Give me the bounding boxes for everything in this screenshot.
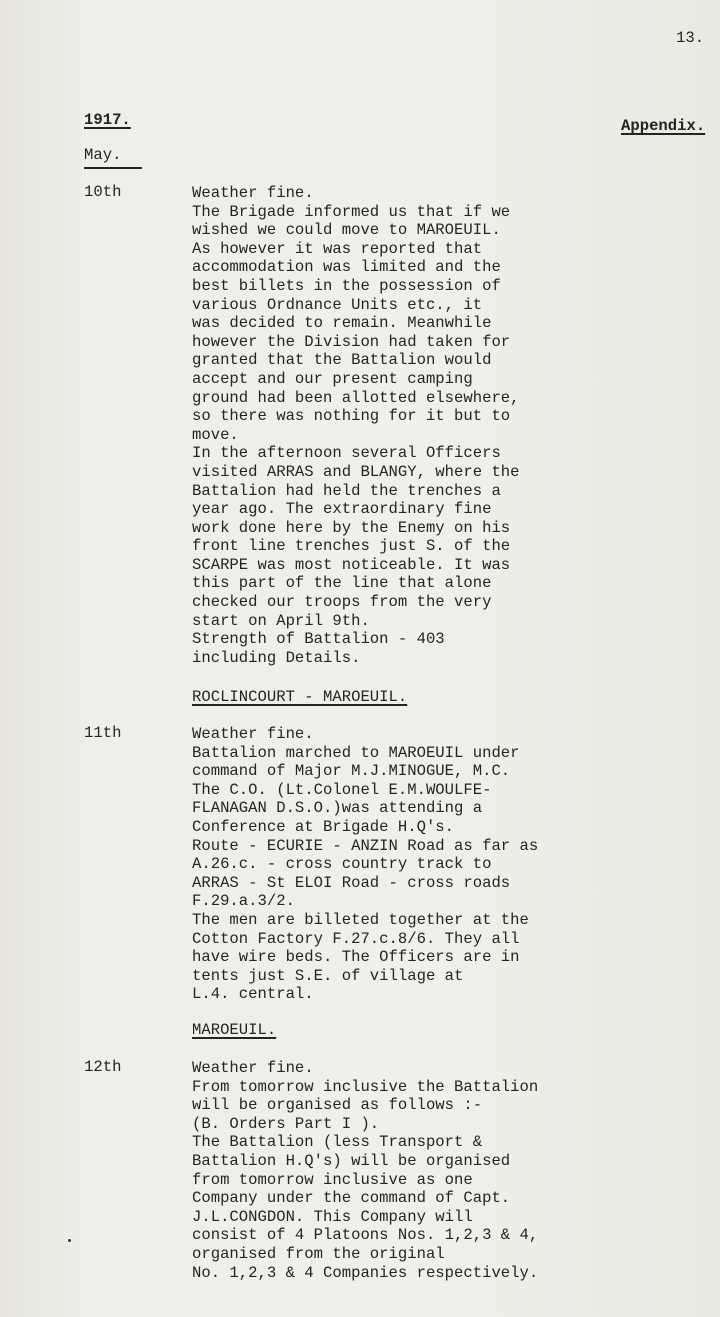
location-heading-maroeuil: MAROEUIL. bbox=[192, 1021, 277, 1039]
entry-line: so there was nothing for it but to bbox=[192, 407, 511, 426]
entry-line: As however it was reported that bbox=[192, 239, 483, 258]
entry-line: From tomorrow inclusive the Battalion bbox=[192, 1077, 539, 1096]
entry-line: No. 1,2,3 & 4 Companies respectively. bbox=[192, 1263, 539, 1282]
entry-date-10th: 10th bbox=[84, 183, 122, 201]
month-heading: May. bbox=[84, 146, 122, 164]
entry-line: Battalion marched to MAROEUIL under bbox=[192, 743, 520, 762]
entry-line: ground had been allotted elsewhere, bbox=[192, 388, 520, 407]
entry-line: SCARPE was most noticeable. It was bbox=[192, 555, 511, 574]
entry-line: accommodation was limited and the bbox=[192, 258, 501, 277]
entry-line: Route - ECURIE - ANZIN Road as far as bbox=[192, 836, 539, 855]
entry-line: Weather fine. bbox=[192, 725, 314, 743]
entry-line: tents just S.E. of village at bbox=[192, 966, 464, 985]
entry-line: Battalion had held the trenches a bbox=[192, 481, 501, 500]
entry-line: will be organised as follows :- bbox=[192, 1096, 483, 1115]
entry-line: work done here by the Enemy on his bbox=[192, 518, 511, 537]
entry-line: Strength of Battalion - 403 bbox=[192, 630, 445, 649]
entry-line: FLANAGAN D.S.O.)was attending a bbox=[192, 799, 483, 818]
entry-line: however the Division had taken for bbox=[192, 332, 511, 351]
entry-line: J.L.CONGDON. This Company will bbox=[192, 1207, 473, 1226]
entry-line: Weather fine. bbox=[192, 184, 314, 202]
entry-line: The Battalion (less Transport & bbox=[192, 1133, 483, 1152]
entry-line: consist of 4 Platoons Nos. 1,2,3 & 4, bbox=[192, 1226, 539, 1245]
entry-line: have wire beds. The Officers are in bbox=[192, 948, 520, 967]
entry-line: wished we could move to MAROEUIL. bbox=[192, 221, 501, 240]
entry-line: The Brigade informed us that if we bbox=[192, 202, 511, 221]
entry-line: Conference at Brigade H.Q's. bbox=[192, 817, 455, 836]
entry-body-12th bbox=[192, 1059, 538, 1282]
appendix-heading: Appendix. bbox=[621, 117, 706, 135]
entry-line: F.29.a.3/2. bbox=[192, 892, 295, 911]
entry-line: checked our troops from the very bbox=[192, 593, 492, 612]
entry-line: (B. Orders Part I ). bbox=[192, 1114, 380, 1133]
entry-line: Weather fine. bbox=[192, 1059, 314, 1077]
entry-line: front line trenches just S. of the bbox=[192, 537, 511, 556]
entry-line: The men are billeted together at the bbox=[192, 910, 529, 929]
entry-line: organised from the original bbox=[192, 1244, 445, 1263]
entry-line: from tomorrow inclusive as one bbox=[192, 1170, 473, 1189]
entry-line: visited ARRAS and BLANGY, where the bbox=[192, 462, 520, 481]
entry-line: L.4. central. bbox=[192, 985, 314, 1004]
entry-line: ARRAS - St ELOI Road - cross roads bbox=[192, 873, 511, 892]
entry-date-11th: 11th bbox=[84, 724, 122, 742]
entry-line: start on April 9th. bbox=[192, 611, 370, 630]
location-heading-roclincourt: ROCLINCOURT - MAROEUIL. bbox=[192, 688, 408, 706]
entry-line: best billets in the possession of bbox=[192, 276, 501, 295]
month-underline bbox=[84, 167, 142, 169]
entry-line: The C.O. (Lt.Colonel E.M.WOULFE- bbox=[192, 780, 492, 799]
page-mark bbox=[68, 1239, 71, 1242]
entry-line: various Ordnance Units etc., it bbox=[192, 295, 483, 314]
page-number: 13. bbox=[676, 29, 705, 47]
entry-line: Battalion H.Q's) will be organised bbox=[192, 1151, 511, 1170]
entry-date-12th: 12th bbox=[84, 1058, 122, 1076]
entry-line: accept and our present camping bbox=[192, 369, 473, 388]
entry-body-11th bbox=[192, 725, 538, 1004]
entry-body-10th bbox=[192, 184, 520, 667]
entry-line: Company under the command of Capt. bbox=[192, 1189, 511, 1208]
entry-line: move. bbox=[192, 425, 239, 444]
entry-line: In the afternoon several Officers bbox=[192, 444, 501, 463]
year-heading: 1917. bbox=[84, 111, 131, 129]
entry-line: A.26.c. - cross country track to bbox=[192, 855, 492, 874]
entry-line: was decided to remain. Meanwhile bbox=[192, 314, 492, 333]
entry-line: command of Major M.J.MINOGUE, M.C. bbox=[192, 762, 511, 781]
entry-line: granted that the Battalion would bbox=[192, 351, 492, 370]
entry-line: this part of the line that alone bbox=[192, 574, 492, 593]
entry-line: Cotton Factory F.27.c.8/6. They all bbox=[192, 929, 520, 948]
entry-line: including Details. bbox=[192, 648, 361, 667]
entry-line: year ago. The extraordinary fine bbox=[192, 500, 492, 519]
